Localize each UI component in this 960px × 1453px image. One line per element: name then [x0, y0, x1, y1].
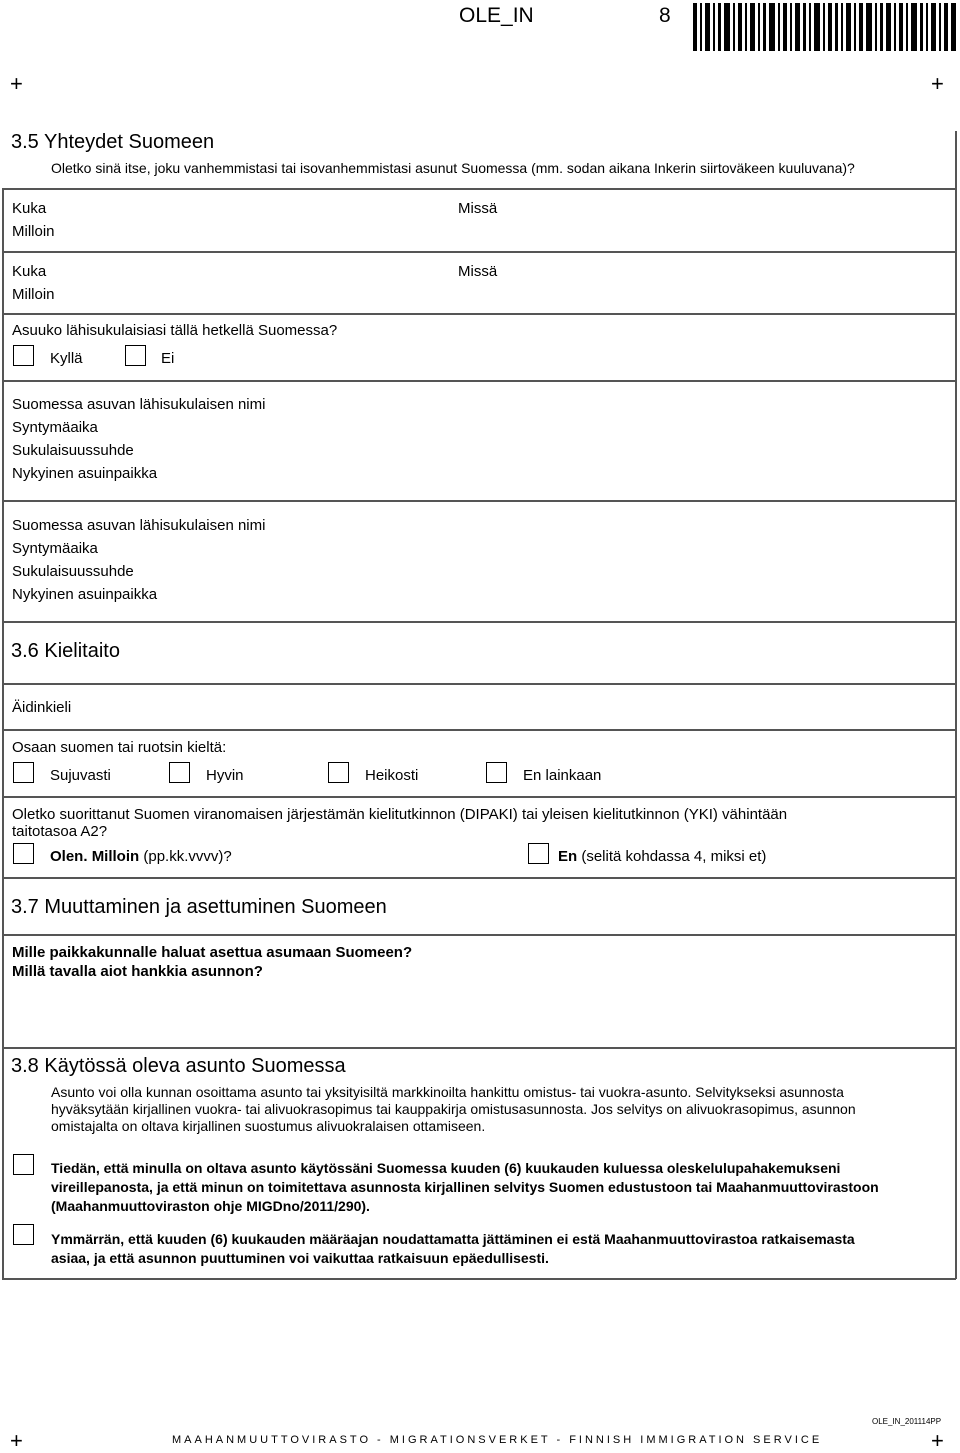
relative-name-label: Suomessa asuvan lähisukulaisen nimi	[12, 396, 266, 413]
footer-agency: MAAHANMUUTTOVIRASTO - MIGRATIONSVERKET - FINNISH IMMIGRATION SERVICE	[172, 1434, 823, 1446]
language-test-question: Oletko suorittanut Suomen viranomaisen järjestämän kielitutkinnon (DIPAKI) tai yleisen kielitutkinnon (YKI) vähintään	[12, 806, 788, 823]
none-checkbox[interactable]	[486, 762, 507, 783]
weak-checkbox[interactable]	[328, 762, 349, 783]
yes-text: Olen.	[50, 848, 88, 865]
declaration-line: (Maahanmuuttoviraston ohje MIGDno/2011/290).	[51, 1198, 370, 1214]
frame-right	[955, 188, 957, 1279]
divider	[2, 380, 956, 382]
registration-mark-top-left: +	[10, 71, 23, 96]
where-label-1: Missä	[458, 200, 498, 217]
test-yes-label	[50, 848, 232, 865]
language-test-question-cont: taitotasoa A2?	[12, 823, 108, 840]
relative-residence-label: Nykyinen asuinpaikka	[12, 586, 158, 603]
no-checkbox[interactable]	[125, 345, 146, 366]
relative-name-label: Suomessa asuvan lähisukulaisen nimi	[12, 517, 266, 534]
good-checkbox[interactable]	[169, 762, 190, 783]
divider	[2, 1047, 956, 1049]
declaration-2-checkbox[interactable]	[13, 1224, 34, 1245]
divider	[2, 934, 956, 936]
section-3-5-title: 3.5 Yhteydet Suomeen	[11, 131, 215, 153]
registration-mark-bottom-left: +	[10, 1428, 23, 1453]
divider	[2, 1278, 956, 1280]
frame-left	[2, 188, 4, 1279]
housing-info-line: hyväksytään kirjallinen vuokra- tai alivuokrasopimus tai kauppakirja omistusasunnosta. Jos selvitys on alivuokrasopimus, asunnon	[51, 1101, 856, 1117]
declaration-2-text	[51, 1230, 855, 1268]
when-text: Milloin	[91, 848, 140, 865]
language-question: Osaan suomen tai ruotsin kieltä:	[12, 739, 227, 756]
test-yes-checkbox[interactable]	[13, 843, 34, 864]
date-format-text: (pp.kk.vvvv)?	[143, 848, 232, 865]
divider	[2, 729, 956, 731]
none-label: En lainkaan	[523, 767, 602, 784]
good-label: Hyvin	[206, 767, 244, 784]
housing-info-line: omistajalta on oltava kirjallinen suostumus alivuokralaisen ottamiseen.	[51, 1118, 486, 1134]
section-3-7-title: 3.7 Muuttaminen ja asettuminen Suomeen	[11, 896, 387, 918]
relative-relationship-label: Sukulaisuussuhde	[12, 563, 134, 580]
mother-tongue-label: Äidinkieli	[12, 699, 72, 716]
housing-info-line: Asunto voi olla kunnan osoittama asunto tai yksityisiltä markkinoilta hankittu omistus- tai vuokra-asunto. Selvitykseksi asunnosta	[51, 1084, 844, 1100]
barcode	[693, 3, 956, 51]
form-code: OLE_IN	[459, 4, 534, 27]
when-label-2: Milloin	[12, 286, 55, 303]
page-number: 8	[659, 4, 671, 27]
no-text: En	[558, 848, 578, 865]
footer-code: OLE_IN_201114PP	[872, 1417, 942, 1426]
registration-mark-top-right: +	[931, 71, 944, 96]
weak-label: Heikosti	[365, 767, 419, 784]
no-label: Ei	[161, 350, 175, 367]
when-label-1: Milloin	[12, 223, 55, 240]
where-label-2: Missä	[458, 263, 498, 280]
relative-birthdate-label: Syntymäaika	[12, 540, 98, 557]
divider	[2, 251, 956, 253]
relatives-question: Asuuko lähisukulaisiasi tällä hetkellä Suomessa?	[12, 322, 338, 339]
yes-checkbox[interactable]	[13, 345, 34, 366]
divider	[2, 188, 956, 190]
divider	[2, 796, 956, 798]
settle-question: Mille paikkakunnalle haluat asettua asumaan Suomeen?	[12, 944, 413, 961]
test-no-label	[558, 848, 766, 865]
declaration-line: vireillepanosta, ja että minun on toimitettava asunnosta kirjallinen selvitys Suomen edustustoon tai Maahanmuuttovirastoon	[51, 1179, 879, 1195]
relative-relationship-label: Sukulaisuussuhde	[12, 442, 134, 459]
fluent-checkbox[interactable]	[13, 762, 34, 783]
divider	[2, 313, 956, 315]
section-3-8-title: 3.8 Käytössä oleva asunto Suomessa	[11, 1055, 346, 1077]
s35-question: Oletko sinä itse, joku vanhemmistasi tai isovanhemmistasi asunut Suomessa (mm. sodan aikana Inkerin siirtoväkeen kuuluvana)?	[51, 160, 855, 176]
no-note-text: (selitä kohdassa 4, miksi et)	[581, 848, 767, 865]
housing-question: Millä tavalla aiot hankkia asunnon?	[12, 963, 263, 980]
section-3-6-title: 3.6 Kielitaito	[11, 640, 120, 662]
declaration-line: asiaa, ja että asunnon puuttuminen voi vaikuttaa ratkaisuun epäedullisesti.	[51, 1250, 549, 1266]
relative-birthdate-label: Syntymäaika	[12, 419, 98, 436]
declaration-1-checkbox[interactable]	[13, 1154, 34, 1175]
fluent-label: Sujuvasti	[50, 767, 111, 784]
declaration-1-text	[51, 1159, 879, 1216]
relative-residence-label: Nykyinen asuinpaikka	[12, 465, 158, 482]
who-label-2: Kuka	[12, 263, 47, 280]
declaration-line: Ymmärrän, että kuuden (6) kuukauden määräajan noudattamatta jättäminen ei estä Maahanmuuttovirastoa ratkaisemasta	[51, 1231, 855, 1247]
frame-right-top	[955, 131, 957, 188]
divider	[2, 500, 956, 502]
yes-label: Kyllä	[50, 350, 83, 367]
declaration-line: Tiedän, että minulla on oltava asunto käytössäni Suomessa kuuden (6) kuukauden kuluessa oleskelulupahakemukseni	[51, 1160, 841, 1176]
who-label-1: Kuka	[12, 200, 47, 217]
divider	[2, 877, 956, 879]
test-no-checkbox[interactable]	[528, 843, 549, 864]
divider	[2, 683, 956, 685]
registration-mark-bottom-right: +	[931, 1428, 944, 1453]
divider	[2, 621, 956, 623]
